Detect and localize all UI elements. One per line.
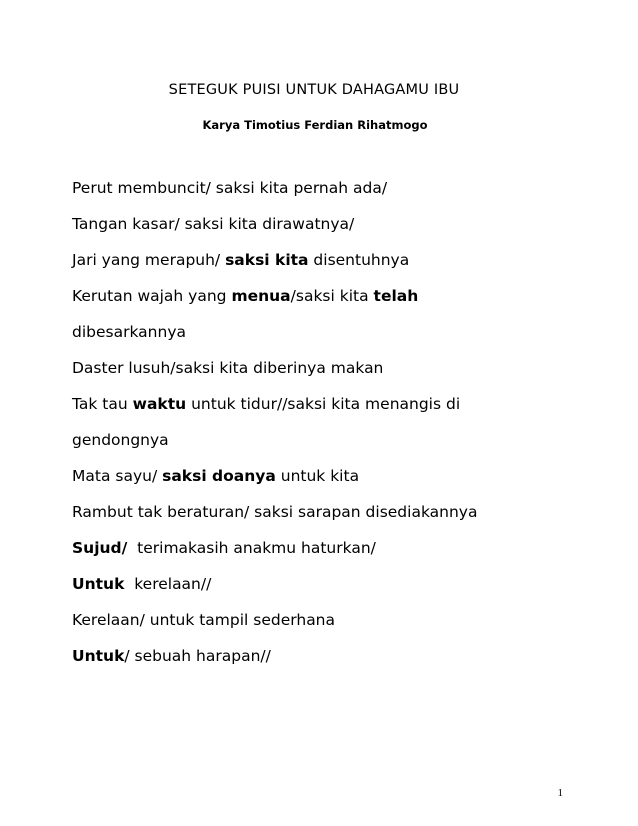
poem-author: [0, 118, 638, 132]
poem-bold-text: Untuk: [72, 575, 125, 593]
poem-line: [72, 386, 592, 422]
poem-bold-text: saksi doanya: [162, 467, 276, 485]
poem-line: [72, 278, 592, 314]
poem-line: [72, 350, 592, 386]
poem-text: Mata sayu/: [72, 467, 163, 485]
poem-text: kerelaan//: [124, 575, 212, 593]
poem-text: Rambut tak beraturan/ saksi sarapan disediakannya: [72, 503, 478, 521]
poem-text: disentuhnya: [308, 251, 410, 269]
poem-text: Tangan kasar/ saksi kita dirawatnya/: [72, 215, 355, 233]
poem-bold-text: Untuk: [72, 647, 125, 665]
poem-line: [72, 314, 592, 350]
poem-line: [72, 602, 592, 638]
poem-body: [72, 170, 592, 674]
poem-line: [72, 566, 592, 602]
poem-title-text: SETEGUK PUISI UNTUK DAHAGAMU IBU: [168, 82, 460, 98]
poem-text: Kerelaan/ untuk tampil sederhana: [72, 611, 336, 629]
poem-text: Tak tau: [72, 395, 133, 413]
poem-text: / sebuah harapan//: [124, 647, 271, 665]
poem-line: [72, 638, 592, 674]
poem-bold-text: telah: [373, 287, 419, 305]
poem-bold-text: saksi kita: [225, 251, 309, 269]
poem-author-text: Karya Timotius Ferdian Rihatmogo: [202, 118, 428, 132]
poem-line: [72, 242, 592, 278]
poem-line: [72, 458, 592, 494]
poem-bold-text: Sujud/: [72, 539, 128, 557]
poem-title: [0, 82, 638, 98]
poem-line: [72, 170, 592, 206]
poem-line: [72, 422, 592, 458]
poem-line: [72, 494, 592, 530]
poem-text: terimakasih anakmu haturkan/: [127, 539, 376, 557]
poem-text: untuk tidur//saksi kita menangis di: [186, 395, 461, 413]
poem-text: Kerutan wajah yang: [72, 287, 232, 305]
poem-line: [72, 530, 592, 566]
poem-line: [72, 206, 592, 242]
poem-bold-text: waktu: [132, 395, 187, 413]
poem-text: Jari yang merapuh/: [72, 251, 226, 269]
poem-bold-text: menua: [231, 287, 291, 305]
poem-text: /saksi kita: [290, 287, 374, 305]
page-number: 1: [557, 787, 563, 799]
poem-text: gendongnya: [72, 431, 169, 449]
poem-text: Daster lusuh/saksi kita diberinya makan: [72, 359, 384, 377]
poem-text: dibesarkannya: [72, 323, 186, 341]
poem-text: Perut membuncit/ saksi kita pernah ada/: [72, 179, 388, 197]
poem-text: untuk kita: [275, 467, 360, 485]
